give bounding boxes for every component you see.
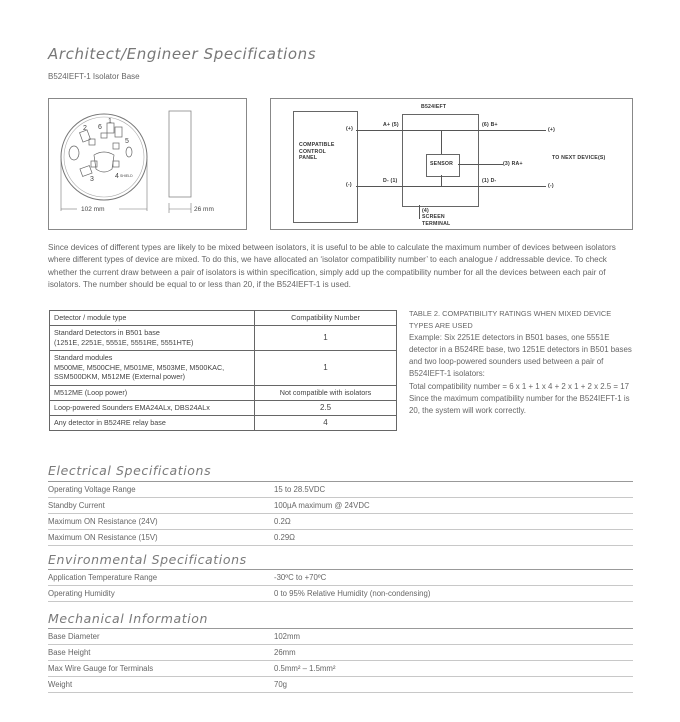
spec-row: Application Temperature Range -30ºC to +70ºC bbox=[48, 570, 633, 586]
in-plus-label: A+ (5) bbox=[383, 122, 399, 128]
isolator-base-drawing-icon bbox=[49, 99, 246, 229]
screen-line bbox=[419, 205, 420, 219]
table-row: Loop-powered Sounders EMA24ALx, DBS24ALx 2.5 bbox=[50, 400, 397, 415]
svg-text:2: 2 bbox=[83, 125, 87, 132]
electrical-title: Electrical Specifications bbox=[48, 463, 212, 478]
total-text: Total compatibility number = 6 x 1 + 1 x 4 + 2 x 1 + 2 x 2.5 = 17 bbox=[409, 381, 629, 391]
wiring-diagram-figure bbox=[270, 98, 633, 230]
device-label: B524IEFT bbox=[421, 104, 447, 110]
header-number: Compatibility Number bbox=[255, 311, 397, 326]
spec-row: Max Wire Gauge for Terminals 0.5mm² – 1.5mm² bbox=[48, 661, 633, 677]
svg-text:102 mm: 102 mm bbox=[81, 206, 105, 213]
svg-text:26 mm: 26 mm bbox=[194, 206, 214, 213]
next-plus-label: (+) bbox=[548, 127, 556, 133]
spec-row: Base Height 26mm bbox=[48, 645, 633, 661]
spec-row: Weight 70g bbox=[48, 677, 633, 693]
mechanical-title: Mechanical Information bbox=[48, 611, 209, 626]
environmental-table bbox=[48, 569, 633, 602]
intro-paragraph: Since devices of different types are likely to be mixed between isolators, it is useful to be able to calculate the maximum number of devices between isolators where different types of device are mixed. To do this, we have allocated an ‘isolator compatibility number’ to each analogue / addressable device. To check whether the current draw between a pair of isolators is within specification, simply add up the compatibility number for all the devices between each pair of isolators. The number should be equal to or less than 20, if the B524IEFT-1 is used. bbox=[48, 243, 616, 289]
sensor-plus-link bbox=[441, 130, 442, 154]
sensor-label: SENSOR bbox=[430, 161, 454, 167]
header-type: Detector / module type bbox=[50, 311, 255, 326]
ra-line bbox=[458, 164, 503, 165]
mechanical-table bbox=[48, 628, 633, 693]
base-drawing-figure bbox=[48, 98, 247, 230]
table-row: M512ME (Loop power) Not compatible with isolators bbox=[50, 385, 397, 400]
plus-line bbox=[356, 130, 546, 131]
page-title: Architect/Engineer Specifications bbox=[48, 45, 317, 63]
minus-line bbox=[356, 186, 546, 187]
spec-row: Maximum ON Resistance (15V) 0.29Ω bbox=[48, 530, 633, 546]
control-panel-label: COMPATIBLE CONTROL PANEL bbox=[299, 142, 335, 161]
electrical-table bbox=[48, 481, 633, 546]
out-minus-label: (1) D- bbox=[482, 178, 497, 184]
spec-row: Base Diameter 102mm bbox=[48, 629, 633, 645]
svg-text:1: 1 bbox=[108, 118, 112, 125]
screen-terminal-label: (4) SCREEN TERMINAL bbox=[422, 208, 451, 227]
table-row: Any detector in B524RE relay base 4 bbox=[50, 415, 397, 430]
svg-text:5: 5 bbox=[125, 138, 129, 145]
panel-plus-label: (+) bbox=[346, 126, 354, 132]
compatibility-table bbox=[49, 310, 397, 431]
ra-label: (3) RA+ bbox=[503, 161, 523, 167]
spec-row: Maximum ON Resistance (24V) 0.2Ω bbox=[48, 514, 633, 530]
svg-text:SHIELD: SHIELD bbox=[120, 174, 133, 178]
next-device-label: TO NEXT DEVICE(S) bbox=[552, 155, 606, 161]
example-text: Example: Six 2251E detectors in B501 bases, one 5551E detector in a B524RE base, two 1251E detectors in B501 bases and two loop-powered sounders used between a pair of B524IEFT-1 isolators: bbox=[409, 333, 632, 379]
conclusion-text: Since the maximum compatibility number for the B524IEFT-1 is 20, the system will work correctly. bbox=[409, 393, 630, 415]
next-minus-label: (-) bbox=[548, 183, 554, 189]
table-row: Standard Detectors in B501 base (1251E, 2251E, 5551E, 5551RE, 5551HTE) 1 bbox=[50, 325, 397, 350]
spec-row: Operating Voltage Range 15 to 28.5VDC bbox=[48, 482, 633, 498]
spec-row: Standby Current 100µA maximum @ 24VDC bbox=[48, 498, 633, 514]
table-header-row bbox=[50, 311, 397, 326]
environmental-title: Environmental Specifications bbox=[48, 552, 247, 567]
in-minus-label: D- (1) bbox=[383, 178, 398, 184]
spec-row: Operating Humidity 0 to 95% Relative Humidity (non-condensing) bbox=[48, 586, 633, 602]
table-caption: TABLE 2. COMPATIBILITY RATINGS WHEN MIXED DEVICE TYPES ARE USED bbox=[409, 309, 612, 331]
table-row: Standard modules M500ME, M500CHE, M501ME, M503ME, M500KAC, SSM500DKM, M512ME (External power) 1 bbox=[50, 350, 397, 385]
sensor-minus-link bbox=[441, 175, 442, 186]
svg-text:3: 3 bbox=[90, 176, 94, 183]
out-plus-label: (6) B+ bbox=[482, 122, 498, 128]
svg-text:6: 6 bbox=[98, 124, 102, 131]
svg-text:4: 4 bbox=[115, 173, 119, 180]
product-subtitle: B524IEFT-1 Isolator Base bbox=[48, 72, 140, 81]
panel-minus-label: (-) bbox=[346, 182, 352, 188]
table-note bbox=[409, 308, 635, 417]
